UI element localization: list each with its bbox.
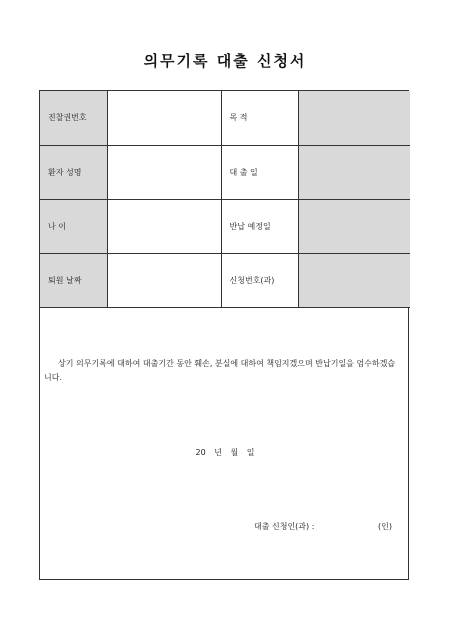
table-row bbox=[40, 253, 410, 307]
discharge-date-field[interactable] bbox=[107, 253, 221, 307]
application-form bbox=[39, 90, 409, 580]
year-label: 년 bbox=[214, 448, 222, 457]
loan-date-label: 대 출 일 bbox=[221, 145, 298, 199]
seal-mark: (인) bbox=[378, 522, 392, 531]
purpose-field[interactable] bbox=[298, 91, 410, 145]
age-field[interactable] bbox=[107, 199, 221, 253]
purpose-label: 목 적 bbox=[221, 91, 298, 145]
day-label: 일 bbox=[246, 448, 255, 457]
info-table bbox=[40, 91, 410, 308]
date-line bbox=[40, 447, 410, 458]
patient-name-field[interactable] bbox=[107, 145, 221, 199]
loan-date-field[interactable] bbox=[298, 145, 410, 199]
chart-number-label: 진찰권번호 bbox=[40, 91, 107, 145]
return-date-field[interactable] bbox=[298, 199, 410, 253]
page-title: 의무기록 대출 신청서 bbox=[143, 52, 307, 70]
chart-number-field[interactable] bbox=[107, 91, 221, 145]
table-row bbox=[40, 91, 410, 145]
request-number-label: 신청번호(과) bbox=[221, 253, 298, 307]
month-label: 월 bbox=[230, 448, 239, 457]
applicant-label: 대출 신청인(과) : bbox=[254, 522, 315, 531]
table-row bbox=[40, 199, 410, 253]
age-label: 나 이 bbox=[40, 199, 107, 253]
table-row bbox=[40, 145, 410, 199]
patient-name-label: 환자 성명 bbox=[40, 145, 107, 199]
pledge-text: 상기 의무기록에 대하여 대출기간 동안 훼손, 분실에 대하여 책임지겠으며 반납기일을 엄수하겠습니다. bbox=[44, 359, 396, 382]
request-number-field[interactable] bbox=[298, 253, 410, 307]
discharge-date-label: 퇴원 날짜 bbox=[40, 253, 107, 307]
return-date-label: 반납 예정일 bbox=[221, 199, 298, 253]
year-prefix[interactable]: 20 bbox=[195, 448, 206, 457]
